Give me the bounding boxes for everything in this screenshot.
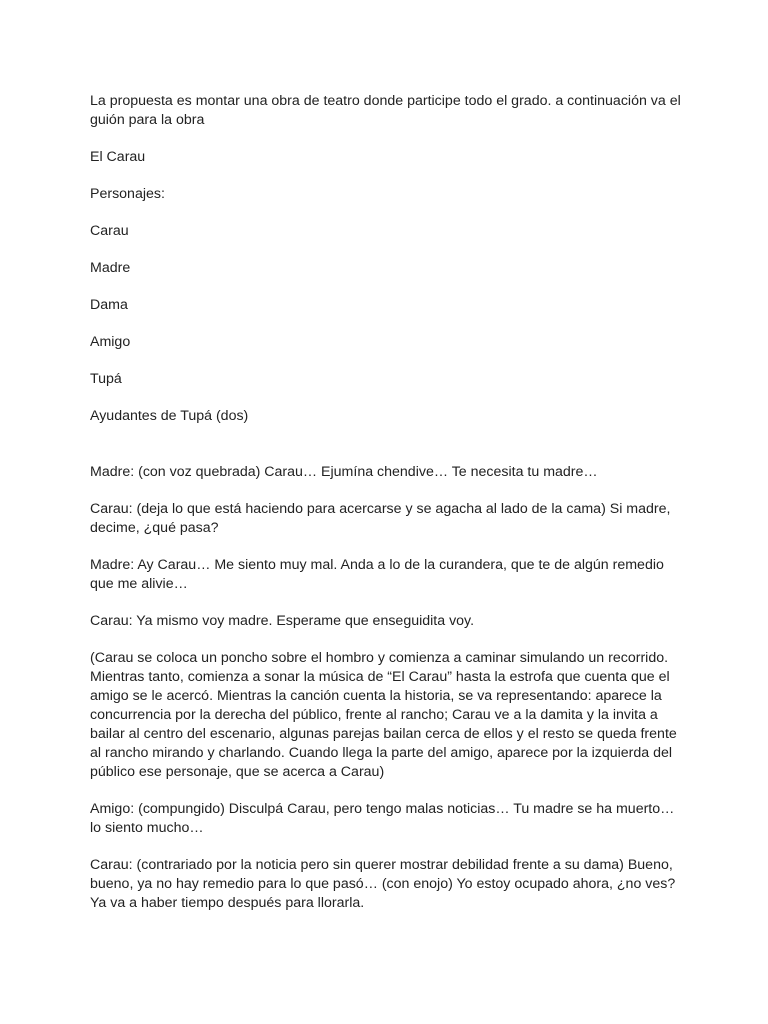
document-page bbox=[90, 92, 682, 931]
intro-paragraph: La propuesta es montar una obra de teatro donde participe todo el grado. a continuación va el guión para la obra bbox=[90, 93, 681, 128]
character-carau: Carau bbox=[90, 223, 129, 239]
character-tupa: Tupá bbox=[90, 371, 122, 387]
character-ayudantes: Ayudantes de Tupá (dos) bbox=[90, 408, 249, 424]
script-line-madre-2: Madre: Ay Carau… Me siento muy mal. Anda a lo de la curandera, que te de algún remedio que me alivie… bbox=[90, 557, 664, 592]
characters-label: Personajes: bbox=[90, 186, 165, 202]
play-title: El Carau bbox=[90, 149, 146, 165]
stage-direction: (Carau se coloca un poncho sobre el hombro y comienza a caminar simulando un recorrido. Mientras tanto, comienza a sonar la música de “El Carau” hasta la estrofa que cuenta que el amigo se le acercó. Mientras la canción cuenta la historia, se va representando: aparece la concurrencia por la derecha del público, frente al rancho; Carau ve a la damita y la invita a bailar al centro del escenario, algunas parejas bailan cerca de ellos y el resto se queda frente al rancho mirando y charlando. Cuando llega la parte del amigo, aparece por la izquierda del público ese personaje, que se acerca a Carau) bbox=[90, 650, 677, 780]
script-line-carau-3: Carau: (contrariado por la noticia pero sin querer mostrar debilidad frente a su dama) Bueno, bueno, ya no hay remedio para lo que pasó… (con enojo) Yo estoy ocupado ahora, ¿no ves? Ya va a haber tiempo después para llorarla. bbox=[90, 857, 676, 911]
character-dama: Dama bbox=[90, 297, 128, 313]
character-amigo: Amigo bbox=[90, 334, 131, 350]
script-line-madre-1: Madre: (con voz quebrada) Carau… Ejumína chendive… Te necesita tu madre… bbox=[90, 464, 598, 480]
character-madre: Madre bbox=[90, 260, 131, 276]
script-line-carau-2: Carau: Ya mismo voy madre. Esperame que enseguidita voy. bbox=[90, 613, 475, 629]
script-line-amigo-1: Amigo: (compungido) Disculpá Carau, pero tengo malas noticias… Tu madre se ha muerto… lo siento mucho… bbox=[90, 801, 675, 836]
script-line-carau-1: Carau: (deja lo que está haciendo para acercarse y se agacha al lado de la cama) Si madre, decime, ¿qué pasa? bbox=[90, 501, 671, 536]
